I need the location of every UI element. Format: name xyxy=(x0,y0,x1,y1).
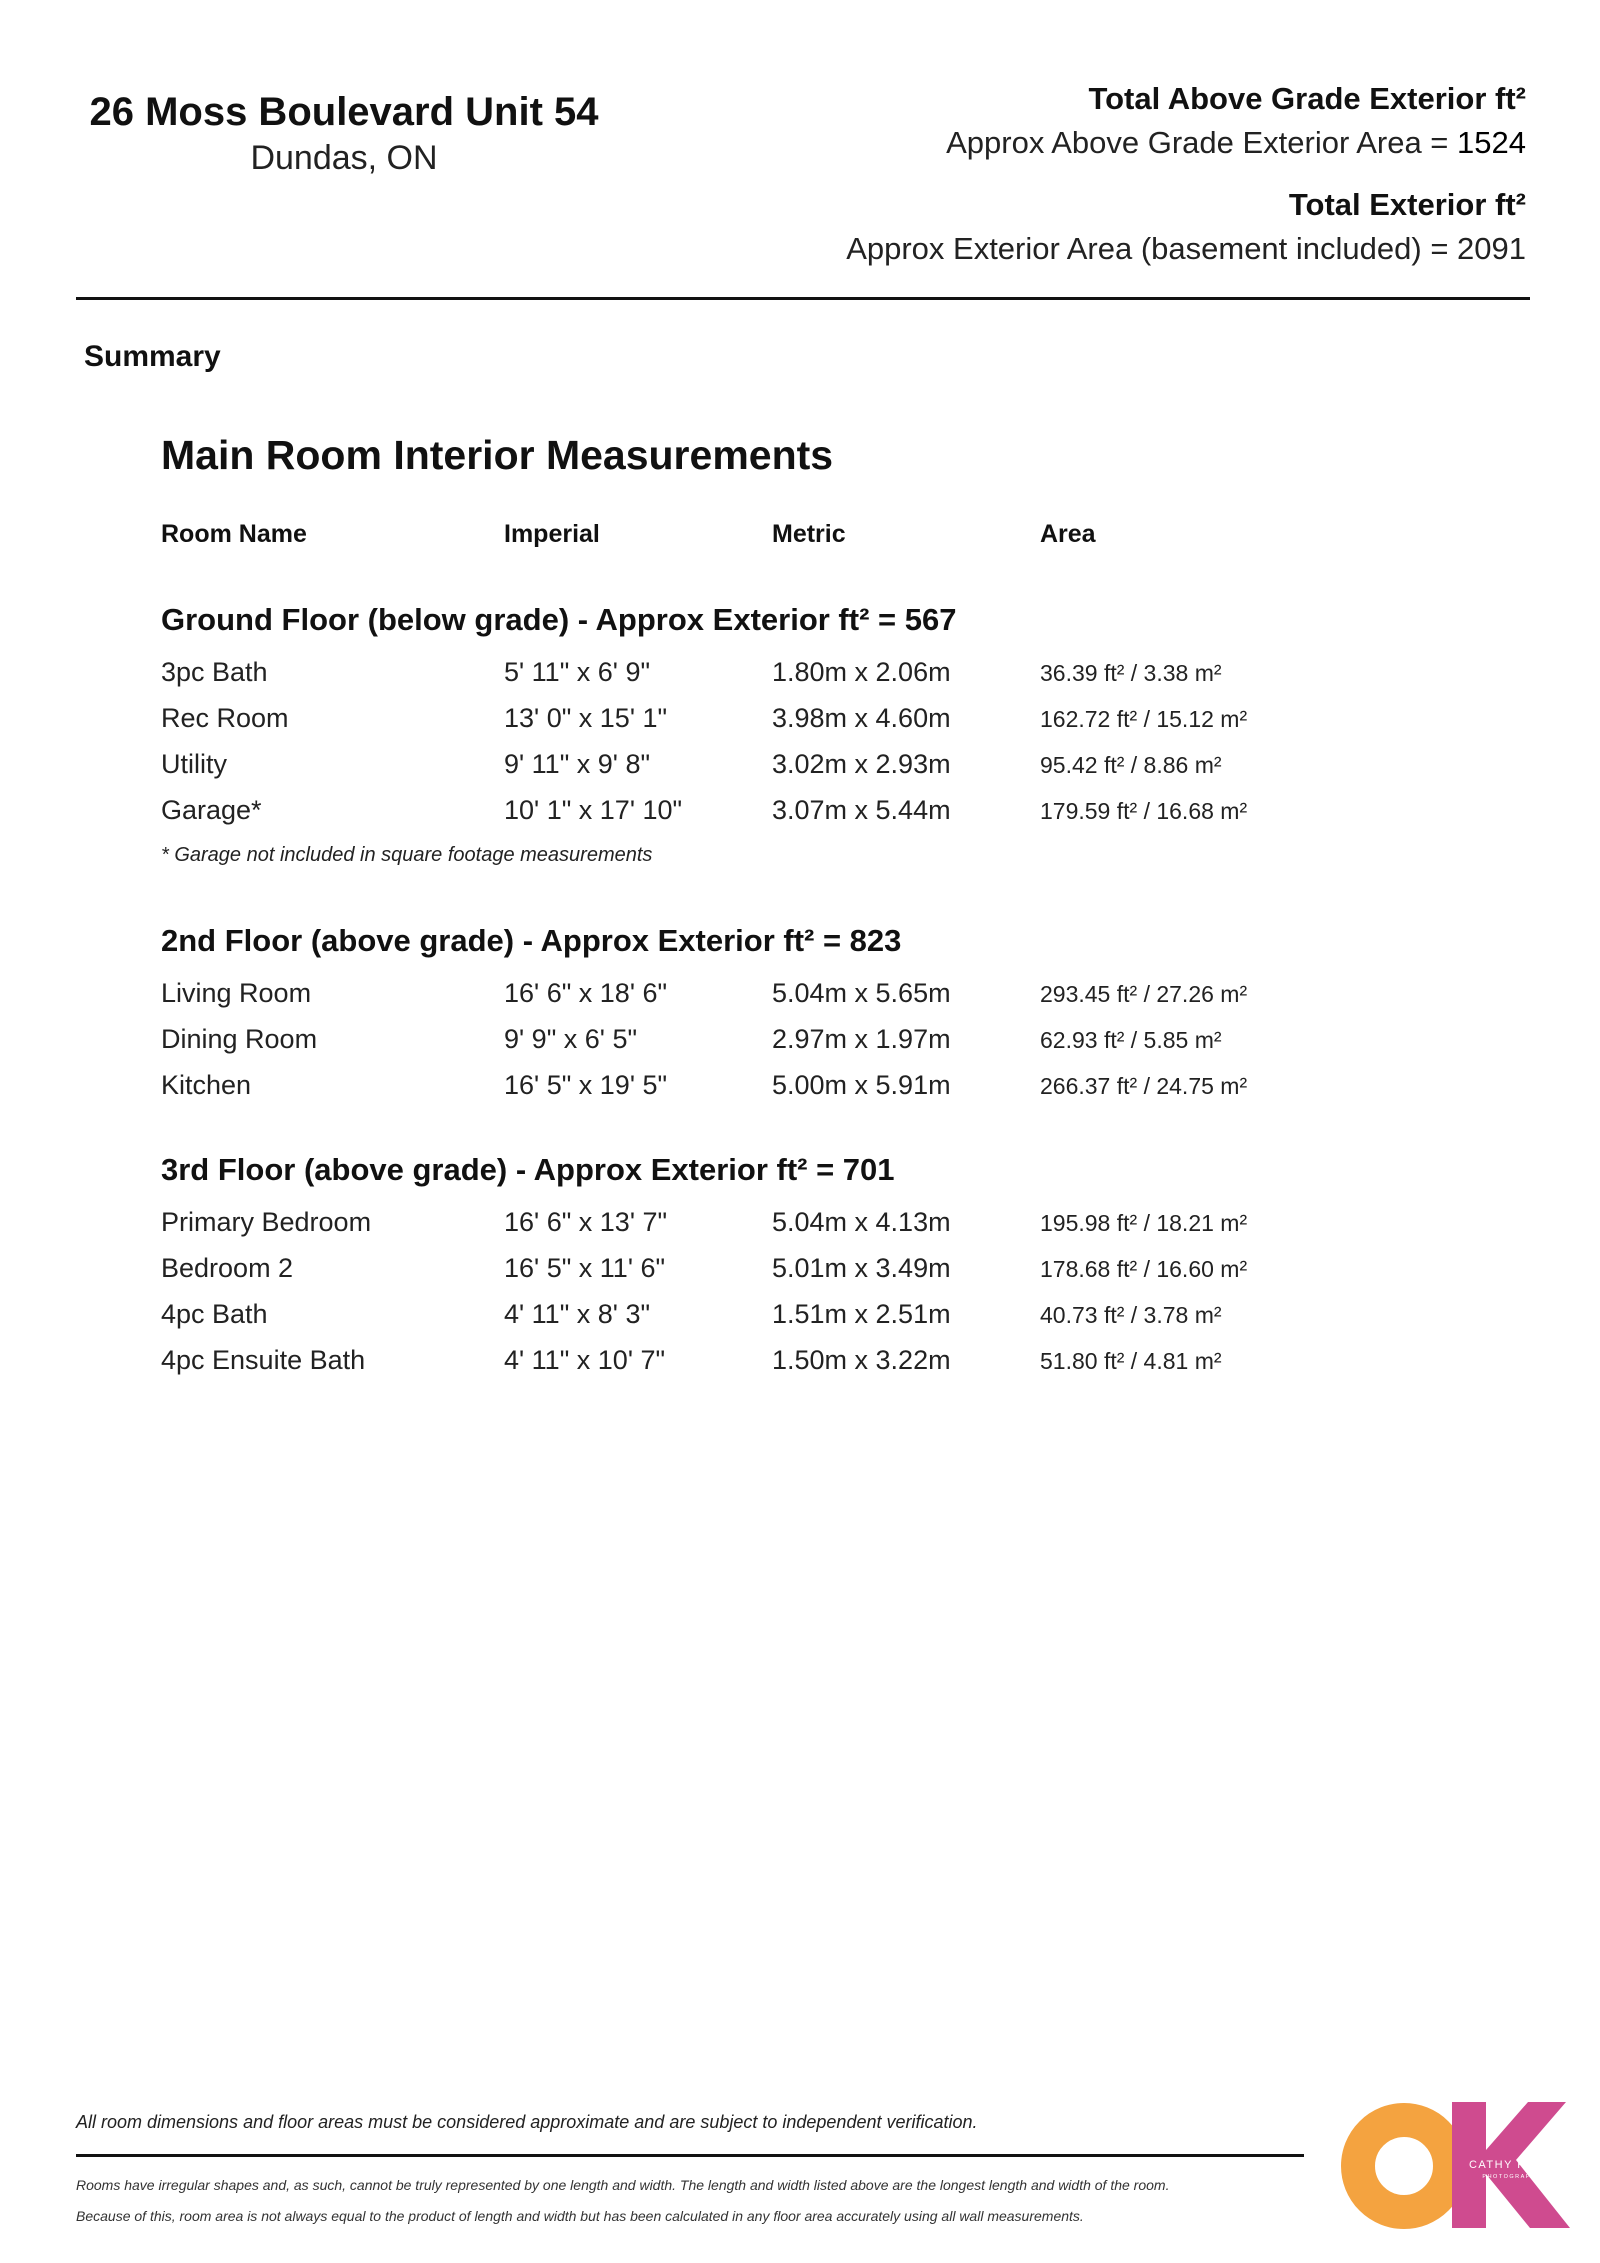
room-metric: 5.04m x 4.13m xyxy=(772,1207,951,1237)
room-metric: 1.80m x 2.06m xyxy=(772,657,951,687)
logo-o-mark xyxy=(1358,2120,1450,2212)
room-imperial: 16' 5" x 19' 5" xyxy=(504,1070,668,1100)
room-name: Primary Bedroom xyxy=(161,1207,372,1237)
room-metric: 5.00m x 5.91m xyxy=(772,1070,951,1100)
room-area: 40.73 ft² / 3.78 m² xyxy=(1040,1302,1222,1328)
room-imperial: 9' 11" x 9' 8" xyxy=(504,749,651,779)
room-name: 4pc Bath xyxy=(161,1299,268,1329)
total-exterior-label: Approx Exterior Area (basement included) = xyxy=(846,231,1458,266)
cathy-koop-logo xyxy=(1340,2100,1572,2230)
total-exterior-heading: Total Exterior ft² xyxy=(1288,187,1526,222)
room-imperial: 9' 9" x 6' 5" xyxy=(504,1024,638,1054)
logo-tagline: PHOTOGRAPHY xyxy=(1482,2174,1542,2180)
above-grade-line xyxy=(626,120,1526,166)
room-area: 51.80 ft² / 4.81 m² xyxy=(1040,1348,1222,1374)
floor-heading-ground: Ground Floor (below grade) - Approx Exterior ft² = 567 xyxy=(161,602,957,637)
room-name: Living Room xyxy=(161,978,312,1008)
column-header-room-name: Room Name xyxy=(161,520,307,548)
property-city: Dundas, ON xyxy=(250,139,438,177)
room-area: 293.45 ft² / 27.26 m² xyxy=(1040,981,1248,1007)
room-area: 178.68 ft² / 16.60 m² xyxy=(1040,1256,1248,1282)
totals-block xyxy=(626,78,1526,272)
room-area: 266.37 ft² / 24.75 m² xyxy=(1040,1073,1248,1099)
above-grade-value: 1524 xyxy=(1457,125,1526,160)
column-header-metric: Metric xyxy=(772,520,846,548)
room-metric: 3.02m x 2.93m xyxy=(772,749,951,779)
total-exterior-value: 2091 xyxy=(1457,231,1526,266)
total-exterior-line xyxy=(626,226,1526,272)
room-name: Utility xyxy=(161,749,227,779)
footer-disclaimer: All room dimensions and floor areas must be considered approximate and are subject to independent verification. xyxy=(76,2112,978,2132)
room-metric: 3.98m x 4.60m xyxy=(772,703,951,733)
room-name: 4pc Ensuite Bath xyxy=(161,1345,366,1375)
room-imperial: 5' 11" x 6' 9" xyxy=(504,657,651,687)
room-imperial: 16' 6" x 18' 6" xyxy=(504,978,668,1008)
garage-note: * Garage not included in square footage measurements xyxy=(161,844,653,866)
room-imperial: 10' 1" x 17' 10" xyxy=(504,795,683,825)
column-header-area: Area xyxy=(1040,520,1096,548)
room-metric: 5.01m x 3.49m xyxy=(772,1253,951,1283)
room-imperial: 13' 0" x 15' 1" xyxy=(504,703,668,733)
room-metric: 1.51m x 2.51m xyxy=(772,1299,951,1329)
room-imperial: 16' 6" x 13' 7" xyxy=(504,1207,668,1237)
floor-heading-2nd: 2nd Floor (above grade) - Approx Exterior ft² = 823 xyxy=(161,923,902,958)
room-area: 36.39 ft² / 3.38 m² xyxy=(1040,660,1222,686)
above-grade-label: Approx Above Grade Exterior Area = xyxy=(946,125,1458,160)
room-area: 95.42 ft² / 8.86 m² xyxy=(1040,752,1222,778)
room-area: 62.93 ft² / 5.85 m² xyxy=(1040,1027,1222,1053)
room-metric: 5.04m x 5.65m xyxy=(772,978,951,1008)
summary-heading: Summary xyxy=(84,340,221,373)
room-name: Garage* xyxy=(161,795,262,825)
room-area: 179.59 ft² / 16.68 m² xyxy=(1040,798,1248,824)
footer-fine-print-1: Rooms have irregular shapes and, as such, cannot be truly represented by one length and width. The length and width listed above are the longest length and width of the room. xyxy=(76,2177,1170,2193)
room-metric: 3.07m x 5.44m xyxy=(772,795,951,825)
column-header-imperial: Imperial xyxy=(504,520,600,548)
room-name: Dining Room xyxy=(161,1024,318,1054)
room-area: 162.72 ft² / 15.12 m² xyxy=(1040,706,1248,732)
room-imperial: 4' 11" x 8' 3" xyxy=(504,1299,651,1329)
above-grade-heading: Total Above Grade Exterior ft² xyxy=(1088,81,1526,116)
room-imperial: 4' 11" x 10' 7" xyxy=(504,1345,666,1375)
room-name: 3pc Bath xyxy=(161,657,268,687)
logo-name: CATHY KOOP xyxy=(1468,2159,1556,2171)
room-name: Bedroom 2 xyxy=(161,1253,294,1283)
room-imperial: 16' 5" x 11' 6" xyxy=(504,1253,666,1283)
header-divider xyxy=(76,297,1530,300)
address-block xyxy=(84,88,604,180)
room-name: Kitchen xyxy=(161,1070,252,1100)
room-area: 195.98 ft² / 18.21 m² xyxy=(1040,1210,1248,1236)
room-metric: 1.50m x 3.22m xyxy=(772,1345,951,1375)
room-metric: 2.97m x 1.97m xyxy=(772,1024,951,1054)
floor-heading-3rd: 3rd Floor (above grade) - Approx Exterior ft² = 701 xyxy=(161,1152,895,1187)
room-name: Rec Room xyxy=(161,703,289,733)
footer-fine-print-2: Because of this, room area is not always equal to the product of length and width but has been calculated in any floor area accurately using all wall measurements. xyxy=(76,2208,1084,2224)
main-heading: Main Room Interior Measurements xyxy=(161,432,834,478)
property-address: 26 Moss Boulevard Unit 54 xyxy=(89,90,599,134)
footer-divider xyxy=(76,2154,1304,2157)
